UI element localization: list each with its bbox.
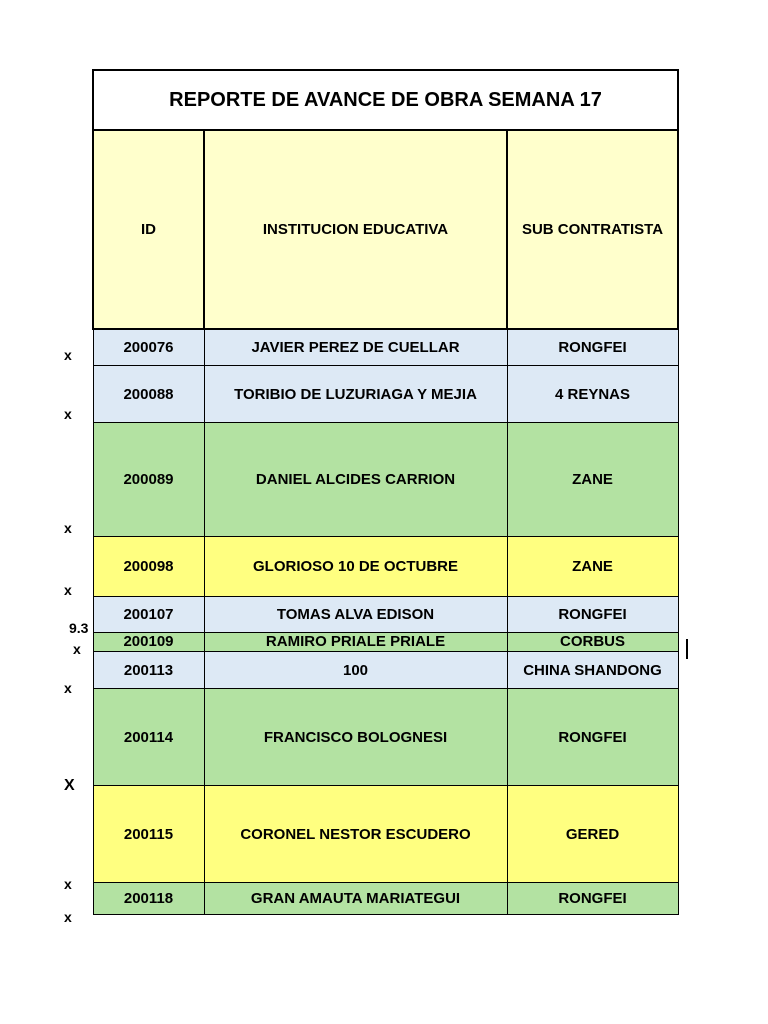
title-row: [93, 70, 678, 130]
cell-id[interactable]: 200109: [93, 633, 204, 652]
table-row: [93, 786, 678, 883]
row-mark: x: [64, 876, 72, 892]
cell-id[interactable]: 200089: [93, 423, 204, 537]
header-id[interactable]: ID: [93, 130, 204, 329]
cell-contratista[interactable]: 4 REYNAS: [507, 366, 678, 423]
table-row: [93, 883, 678, 915]
row-mark: x: [64, 582, 72, 598]
report-title[interactable]: REPORTE DE AVANCE DE OBRA SEMANA 17: [93, 70, 678, 130]
cell-contratista[interactable]: CHINA SHANDONG: [507, 652, 678, 689]
report-table: [92, 69, 679, 915]
cell-contratista[interactable]: RONGFEI: [507, 883, 678, 915]
cell-institucion[interactable]: CORONEL NESTOR ESCUDERO: [204, 786, 507, 883]
table-row: [93, 366, 678, 423]
cell-id[interactable]: 200118: [93, 883, 204, 915]
text-cursor: [686, 639, 688, 659]
cell-contratista[interactable]: RONGFEI: [507, 689, 678, 786]
cell-id[interactable]: 200107: [93, 597, 204, 633]
row-note: 9.3: [69, 620, 89, 636]
header-row: [93, 130, 678, 329]
cell-id[interactable]: 200098: [93, 537, 204, 597]
table-row: [93, 423, 678, 537]
cell-id[interactable]: 200115: [93, 786, 204, 883]
table-row: [93, 537, 678, 597]
row-mark: X: [64, 777, 75, 794]
table-row: [93, 633, 678, 652]
cell-institucion[interactable]: GLORIOSO 10 DE OCTUBRE: [204, 537, 507, 597]
cell-institucion[interactable]: JAVIER PEREZ DE CUELLAR: [204, 329, 507, 366]
header-contratista[interactable]: SUB CONTRATISTA: [507, 130, 678, 329]
cell-institucion[interactable]: GRAN AMAUTA MARIATEGUI: [204, 883, 507, 915]
row-mark: x: [64, 680, 72, 696]
cell-contratista[interactable]: ZANE: [507, 537, 678, 597]
cell-institucion[interactable]: TORIBIO DE LUZURIAGA Y MEJIA: [204, 366, 507, 423]
cell-contratista[interactable]: ZANE: [507, 423, 678, 537]
cell-contratista[interactable]: RONGFEI: [507, 597, 678, 633]
cell-institucion[interactable]: TOMAS ALVA EDISON: [204, 597, 507, 633]
cell-id[interactable]: 200088: [93, 366, 204, 423]
row-mark: x: [64, 347, 72, 363]
table-row: [93, 652, 678, 689]
cell-institucion[interactable]: DANIEL ALCIDES CARRION: [204, 423, 507, 537]
cell-id[interactable]: 200113: [93, 652, 204, 689]
row-mark: x: [64, 909, 72, 925]
table-row: [93, 597, 678, 633]
table-row: [93, 689, 678, 786]
cell-contratista[interactable]: CORBUS: [507, 633, 678, 652]
cell-contratista[interactable]: RONGFEI: [507, 329, 678, 366]
cell-institucion[interactable]: 100: [204, 652, 507, 689]
header-institucion[interactable]: INSTITUCION EDUCATIVA: [204, 130, 507, 329]
cell-id[interactable]: 200076: [93, 329, 204, 366]
cell-contratista[interactable]: GERED: [507, 786, 678, 883]
cell-id[interactable]: 200114: [93, 689, 204, 786]
table-row: [93, 329, 678, 366]
cell-institucion[interactable]: FRANCISCO BOLOGNESI: [204, 689, 507, 786]
row-mark: x: [73, 641, 81, 657]
row-mark: x: [64, 406, 72, 422]
row-mark: x: [64, 520, 72, 536]
cell-institucion[interactable]: RAMIRO PRIALE PRIALE: [204, 633, 507, 652]
